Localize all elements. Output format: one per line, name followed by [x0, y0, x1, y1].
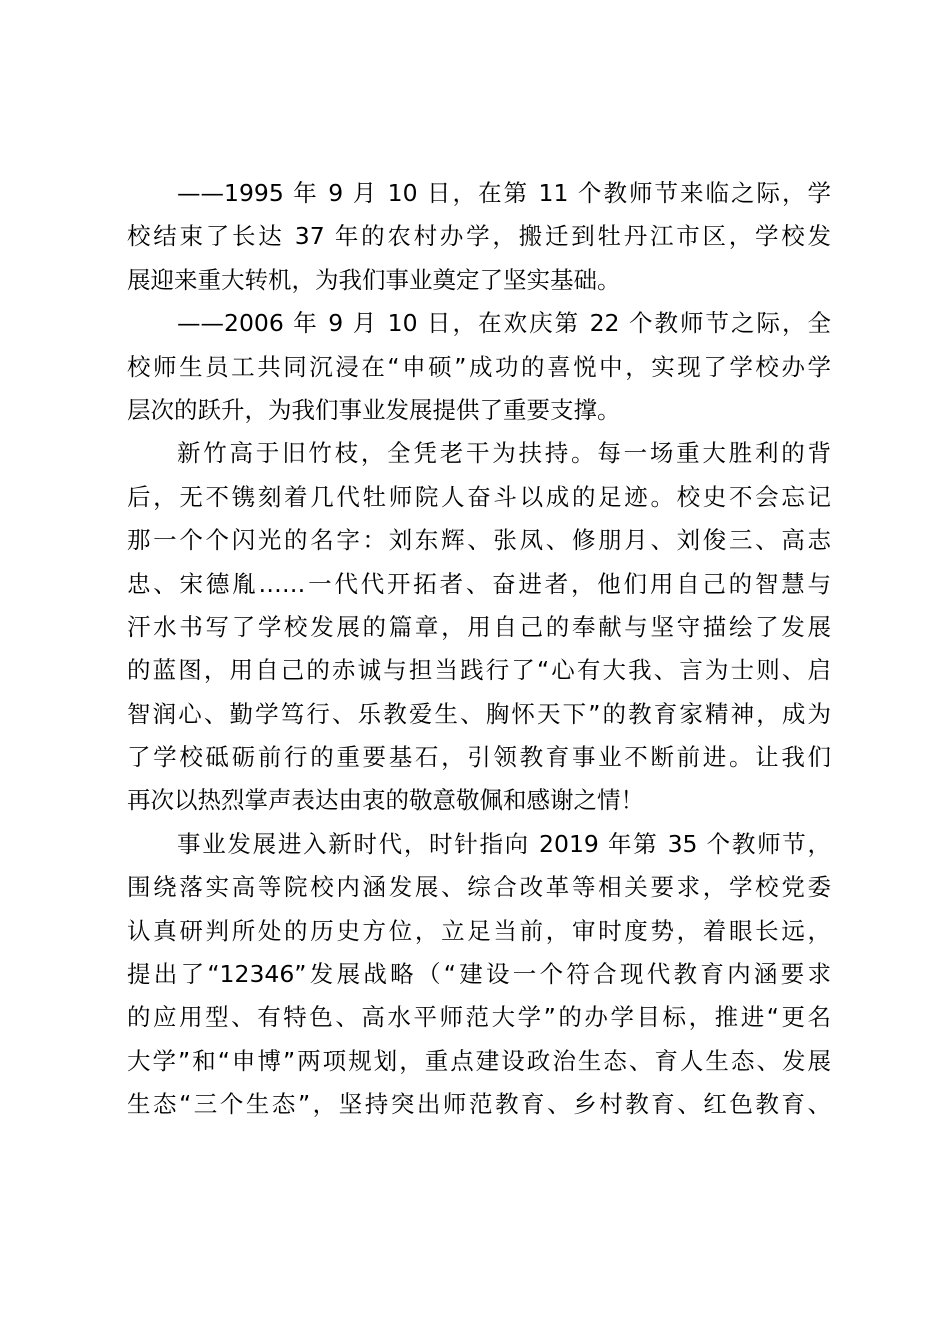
text-line: 展迎来重大转机，为我们事业奠定了坚实基础。	[127, 265, 621, 294]
text-line: 围绕落实高等院校内涵发展、综合改革等相关要求，学校党委	[127, 873, 831, 902]
text-line: 提出了“12346”发展战略（“建设一个符合现代教育内涵要求	[127, 960, 831, 989]
text-line: 新竹高于旧竹枝，全凭老干为扶持。每一场重大胜利的背	[177, 439, 831, 468]
text-line: 认真研判所处的历史方位，立足当前，审时度势，着眼长远，	[127, 916, 831, 945]
text-line: 生态“三个生态”，坚持突出师范教育、乡村教育、红色教育、	[127, 1090, 831, 1119]
paragraph-2006	[127, 302, 831, 432]
text-line: 层次的跃升，为我们事业发展提供了重要支撑。	[127, 395, 621, 424]
text-line: ——2006 年 9 月 10 日，在欢庆第 22 个教师节之际，全	[177, 309, 831, 338]
text-line: 校结束了长达 37 年的农村办学，搬迁到牡丹江市区，学校发	[127, 222, 831, 251]
text-line: 校师生员工共同沉浸在“申硕”成功的喜悦中，实现了学校办学	[127, 352, 831, 381]
text-line: 事业发展进入新时代，时针指向 2019 年第 35 个教师节，	[177, 829, 831, 858]
text-line: ——1995 年 9 月 10 日，在第 11 个教师节来临之际，学	[177, 179, 831, 207]
text-line: 的蓝图，用自己的赤诚与担当践行了“心有大我、言为士则、启	[127, 656, 831, 685]
paragraph-tribute	[127, 432, 831, 823]
text-line: 后，无不镌刻着几代牡师院人奋斗以成的足迹。校史不会忘记	[127, 482, 831, 511]
text-line: 汗水书写了学校发展的篇章，用自己的奉献与坚守描绘了发展	[127, 612, 831, 641]
paragraph-1995	[127, 172, 831, 302]
text-line: 忠、宋德胤……一代代开拓者、奋进者，他们用自己的智慧与	[127, 569, 831, 598]
text-line: 智润心、勤学笃行、乐教爱生、胸怀天下”的教育家精神，成为	[127, 699, 831, 728]
paragraph-new-era	[127, 823, 831, 1127]
text-line: 的应用型、有特色、高水平师范大学”的办学目标，推进“更名	[127, 1003, 831, 1032]
text-line: 了学校砥砺前行的重要基石，引领教育事业不断前进。让我们	[127, 743, 831, 772]
body-text	[127, 172, 831, 1127]
text-line: 那一个个闪光的名字：刘东辉、张凤、修朋月、刘俊三、高志	[127, 526, 831, 555]
text-line: 再次以热烈掌声表达由衷的敬意敬佩和感谢之情！	[127, 786, 644, 815]
text-line: 大学”和“申博”两项规划，重点建设政治生态、育人生态、发展	[127, 1046, 831, 1075]
